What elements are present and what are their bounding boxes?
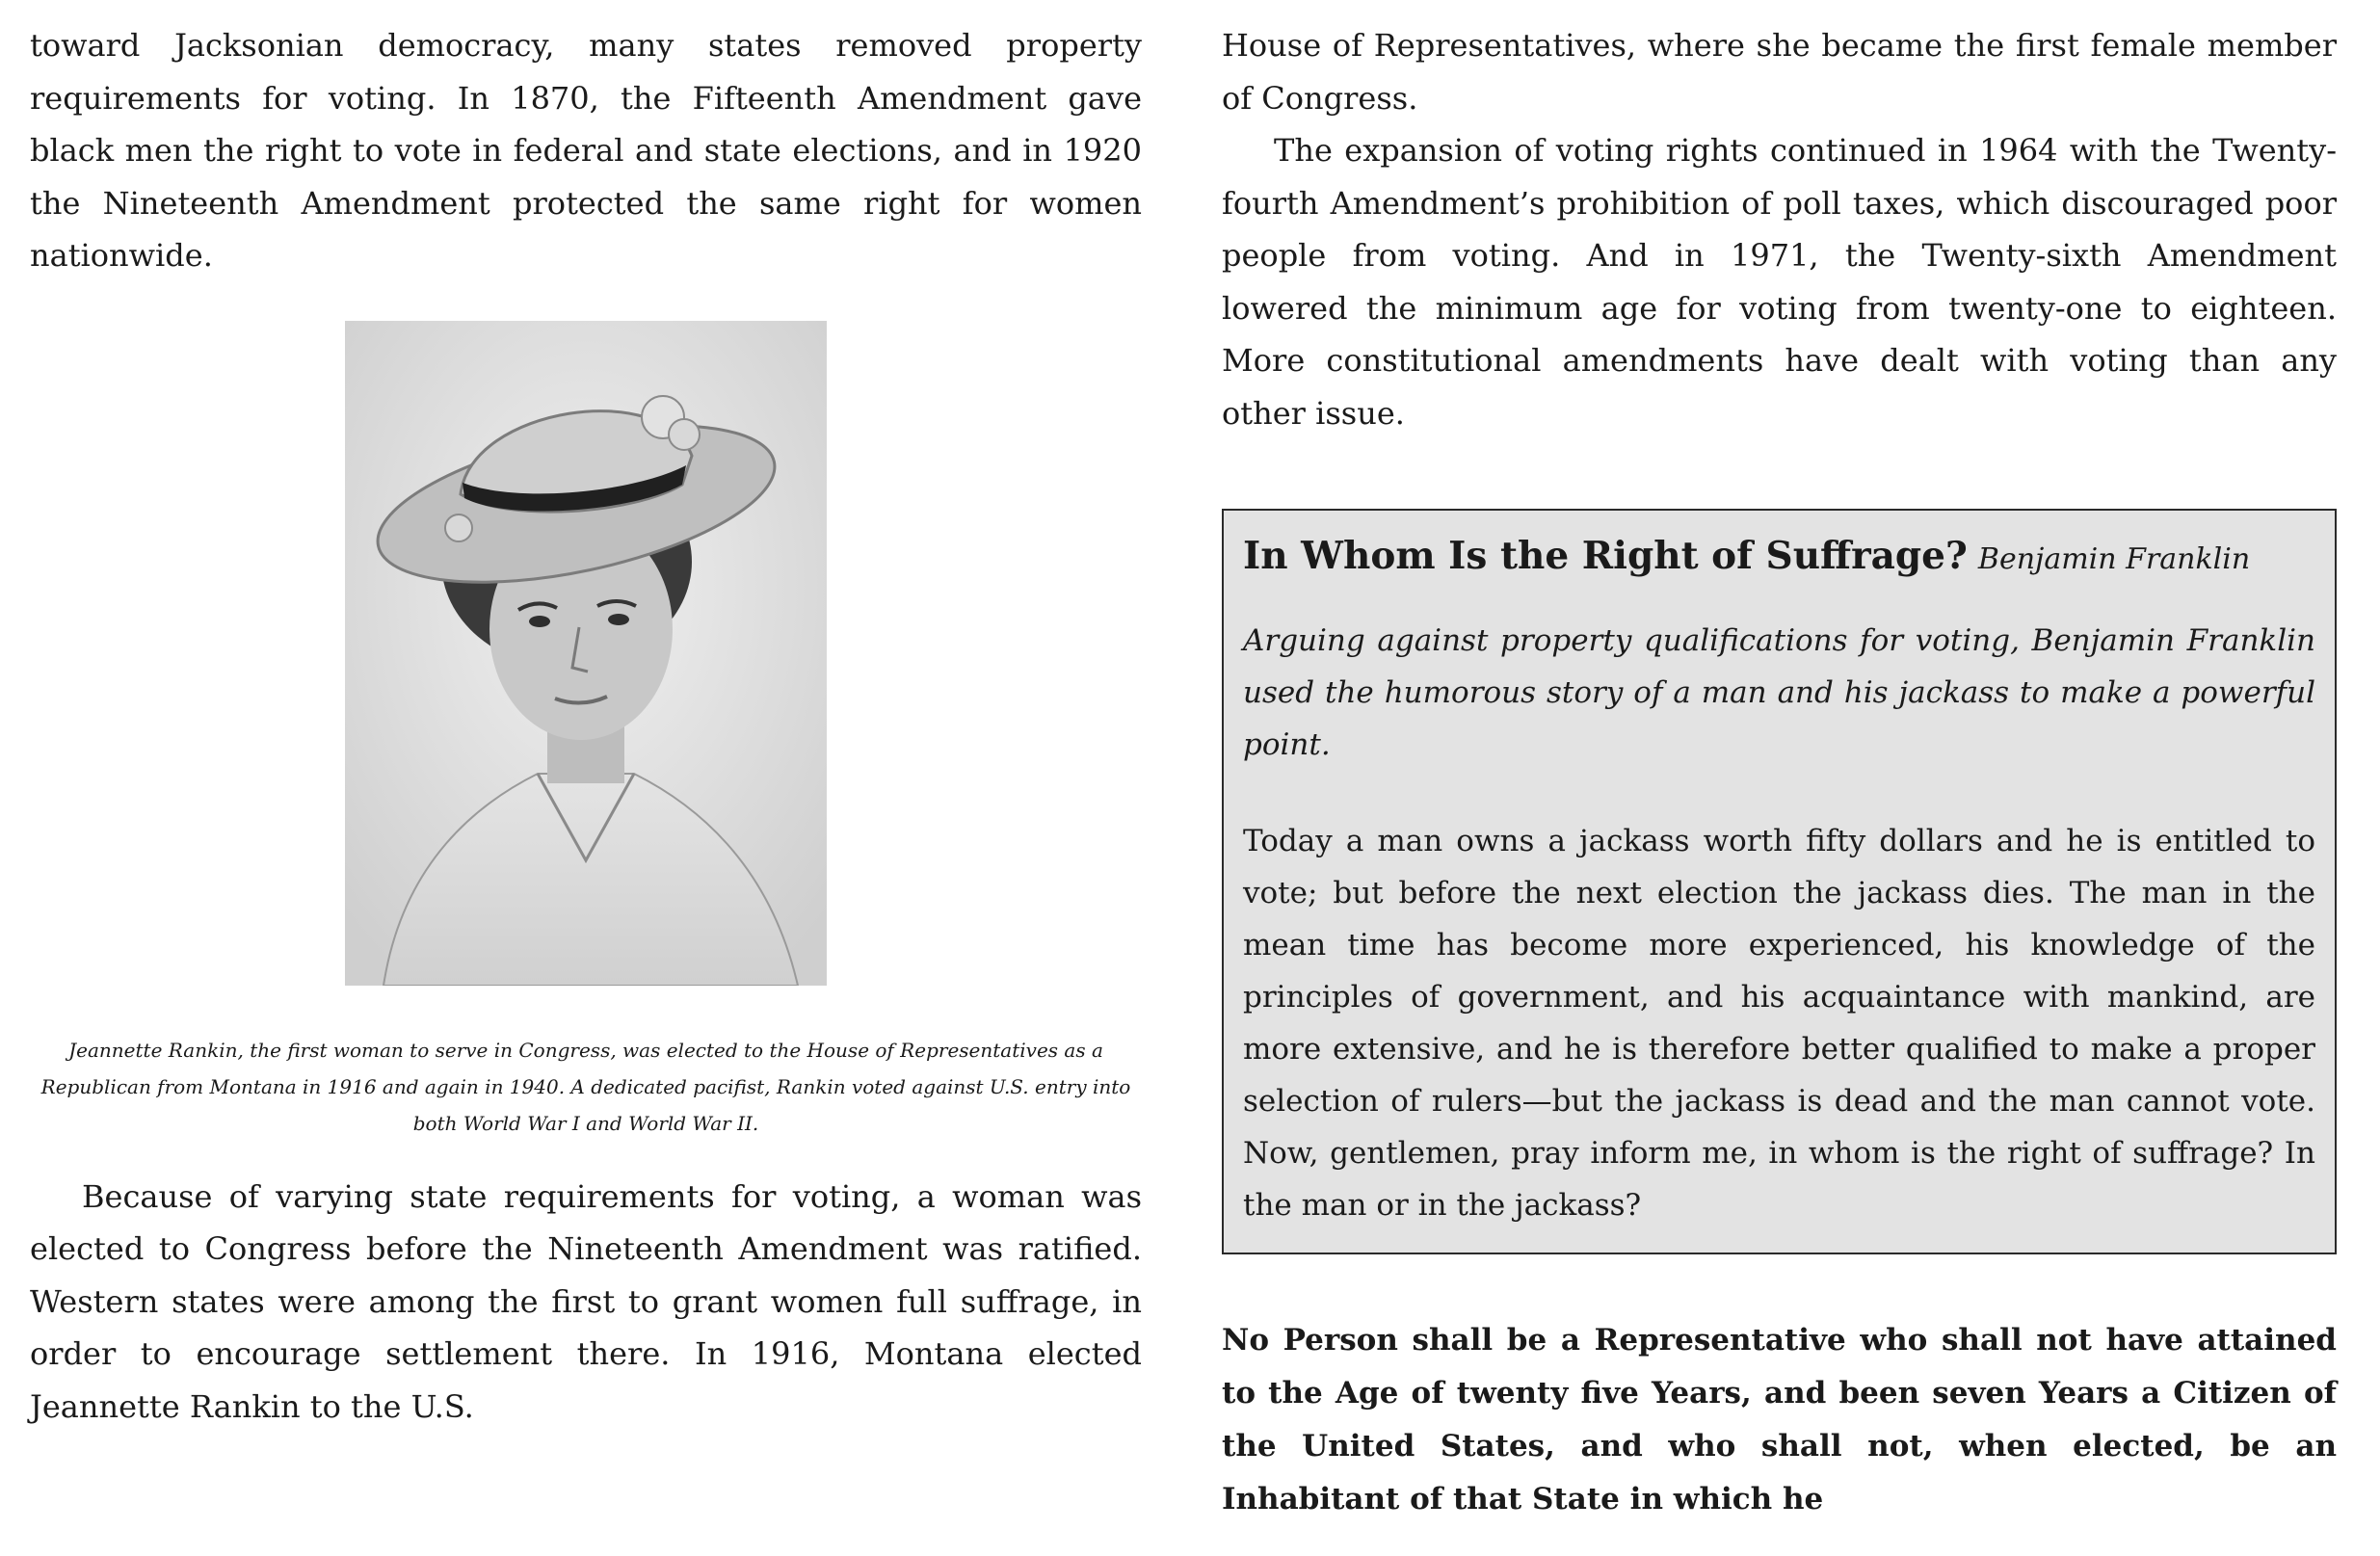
portrait-illustration: [345, 321, 827, 986]
right-column: [1222, 19, 2337, 1556]
sidebar-author: Benjamin Franklin: [1977, 542, 2251, 576]
portrait-figure: [30, 321, 1142, 1142]
sidebar-quote: Today a man owns a jackass worth fifty dollars and he is entitled to vote; but before the next election the jackass dies. The man in the mean time has become more experienced, his knowledge of the principles of government, and his acquaintance with mankind, are more extensive, and he is therefore better qualified to make a proper selection of rulers—but the jackass is dead and the man cannot vote. Now, gentlemen, pray inform me, in whom is the right of suffrage? In the man or in the jackass?: [1243, 824, 2315, 1223]
left-column: [30, 19, 1142, 1433]
paragraph-rankin-election: Because of varying state requirements for voting, a woman was elected to Congress before the Nineteenth Amendment was ratified. Western states were among the first to grant women full suffrage, in order to encourage settlement there. In 1916, Montana elected Jeannette Rankin to the U.S.: [30, 1177, 1142, 1425]
paragraph-voting-expansion: The expansion of voting rights continued in 1964 with the Twenty-fourth Amendment’s prohibition of poll taxes, which discouraged poor people from voting. And in 1971, the Twenty-sixth Amendment lowered the minimum age for voting from twenty-one to eighteen. More constitutional amendments have dealt with voting than any other issue.: [1222, 132, 2337, 432]
franklin-sidebar: [1222, 509, 2337, 1254]
paragraph-voting-requirements: toward Jacksonian democracy, many states removed property requirements for voting. In 1870, the Fifteenth Amendment gave black men the right to vote in federal and state elections, and in 1920 the Nineteenth Amendment protected the same right for women nationwide.: [30, 27, 1142, 274]
jeannette-rankin-portrait: [345, 321, 827, 986]
portrait-caption: Jeannette Rankin, the first woman to serve in Congress, was elected to the House of Representatives as a Republican from Montana in 1916 and again in 1940. A dedicated pacifist, Rankin voted against U.S. entry into both World War I and World War II.: [40, 1038, 1131, 1135]
sidebar-title: In Whom Is the Right of Suffrage?: [1243, 534, 1968, 578]
sidebar-intro: Arguing against property qualifications for voting, Benjamin Franklin used the humorous story of a man and his jackass to make a powerful point.: [1243, 623, 2315, 762]
paragraph-first-female-member: House of Representatives, where she became the first female member of Congress.: [1222, 27, 2337, 117]
constitution-excerpt: No Person shall be a Representative who shall not have attained to the Age of twenty five Years, and been seven Years a Citizen of the United States, and who shall not, when elected, be an Inhabitant of that State in which he: [1222, 1323, 2337, 1516]
sidebar-heading: [1243, 530, 2315, 590]
